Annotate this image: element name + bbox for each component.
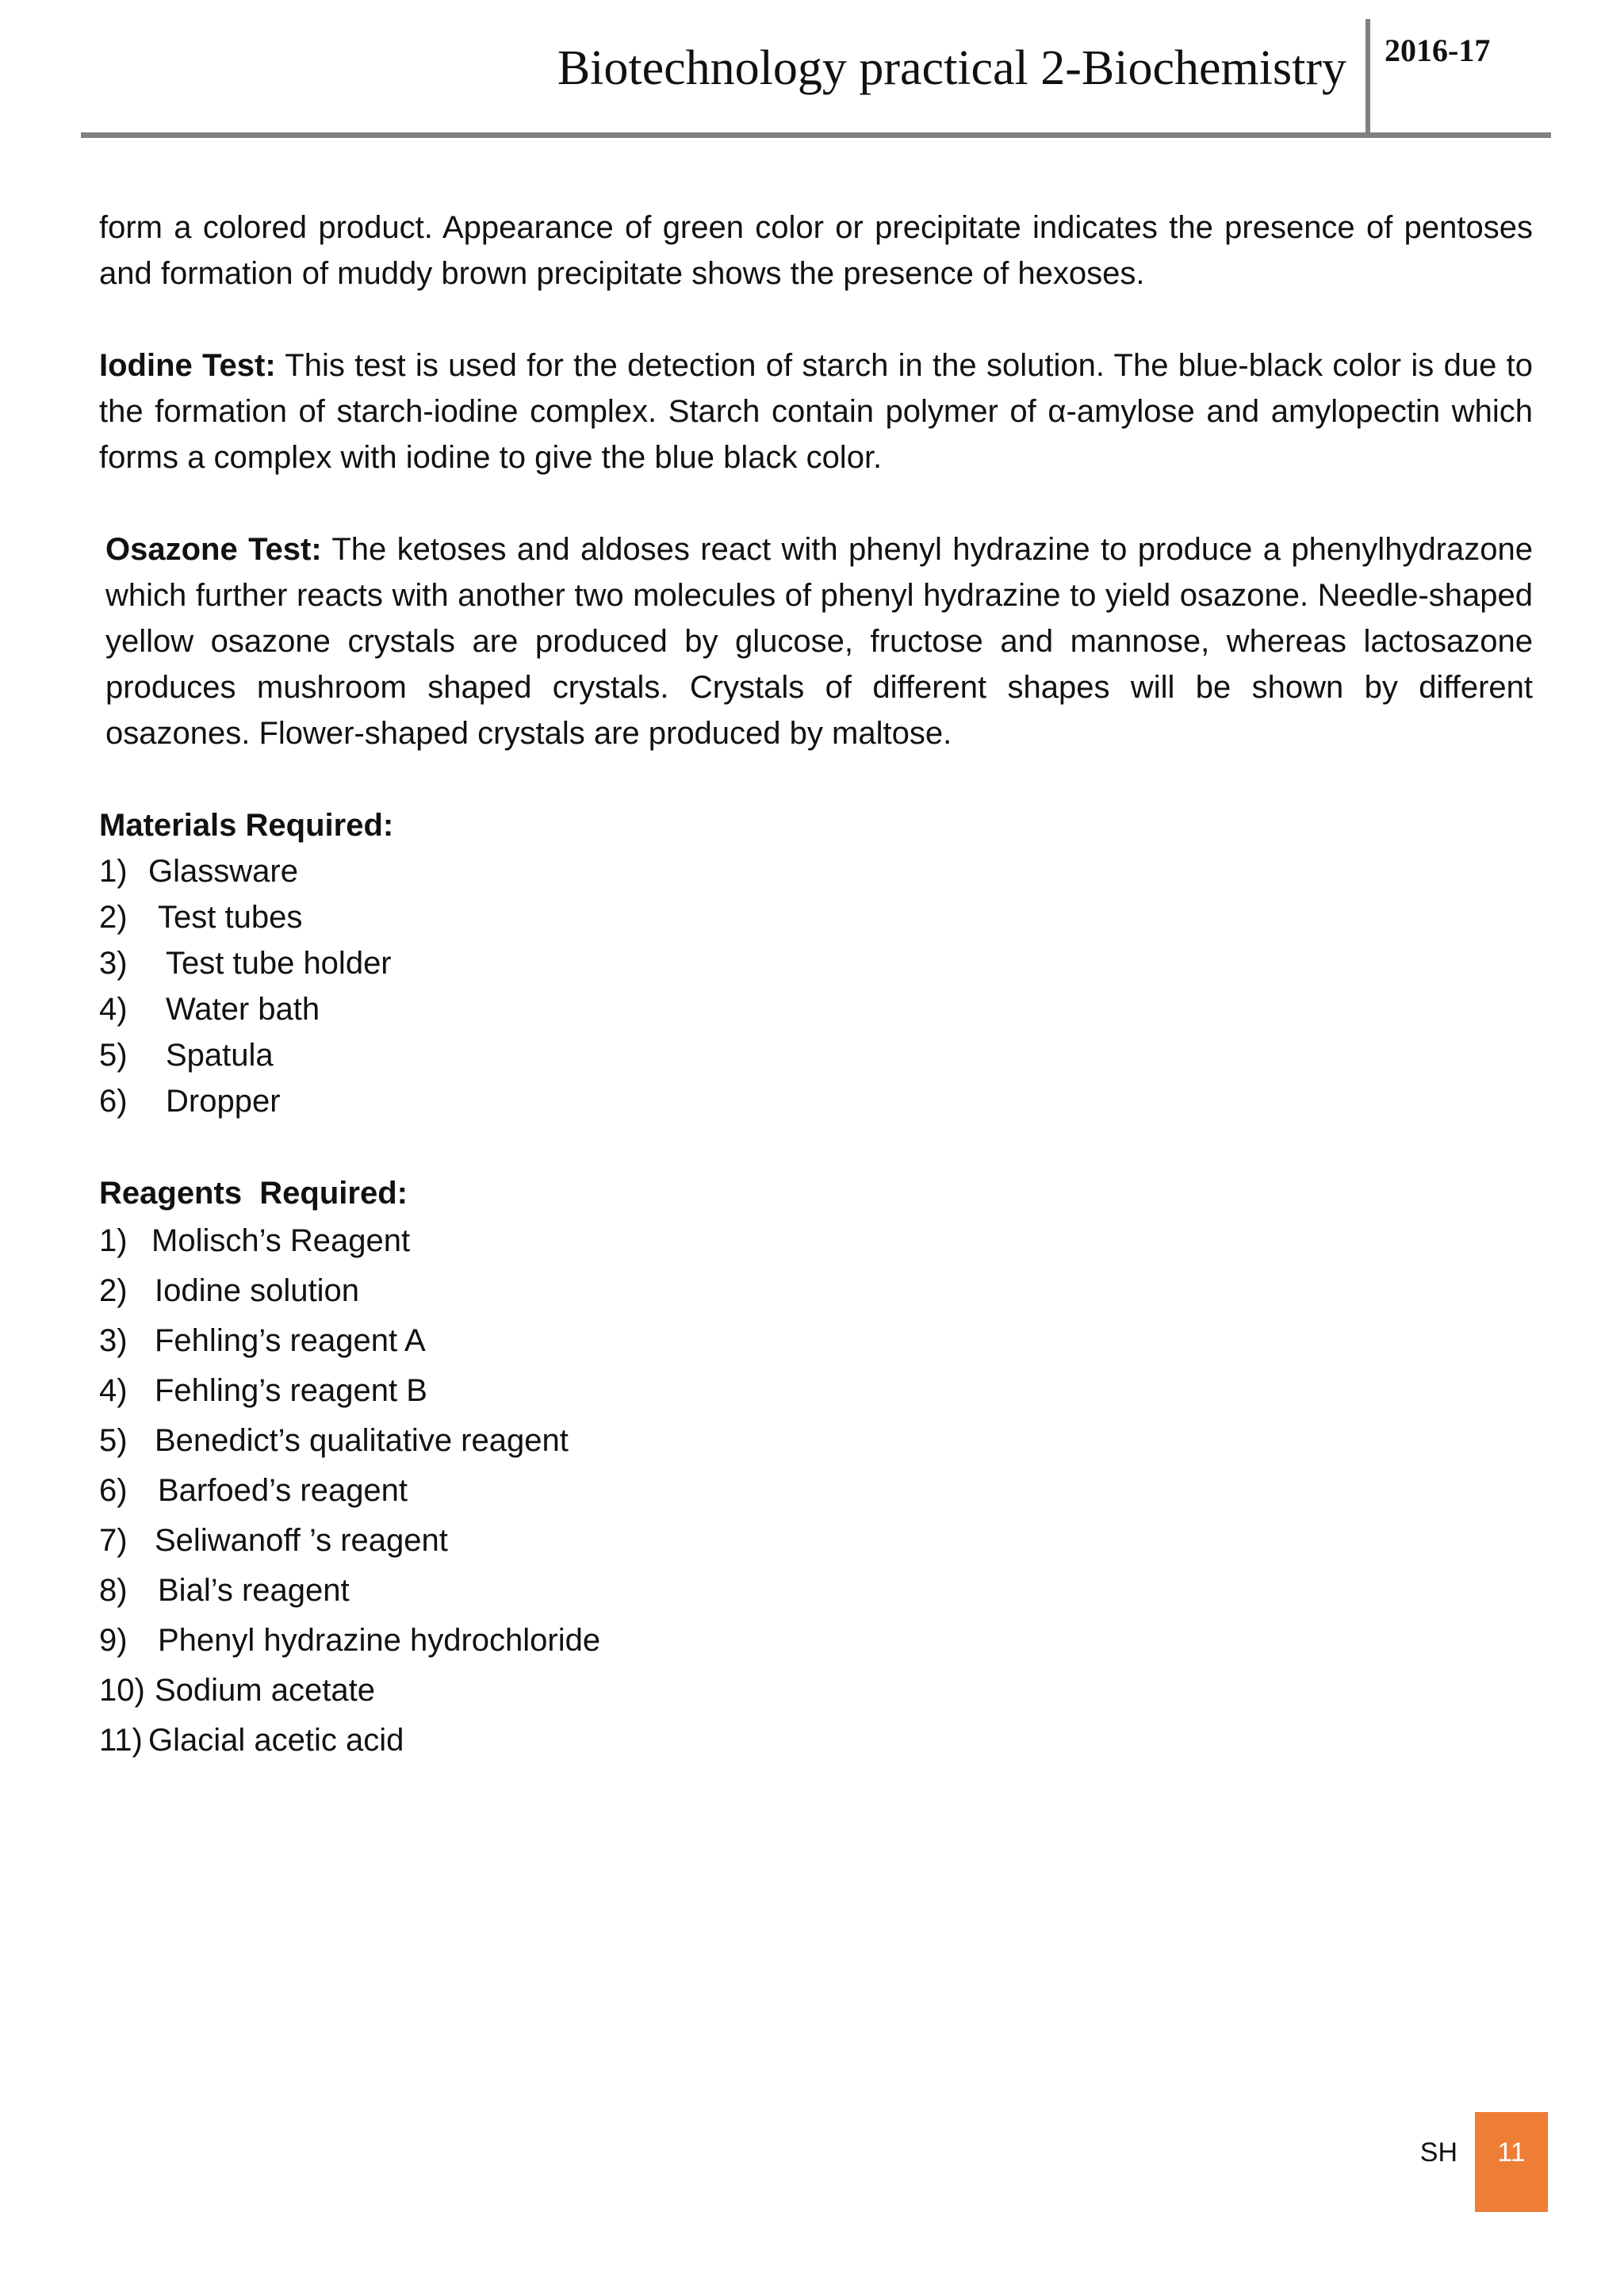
list-item-label: Fehling’s reagent B	[155, 1373, 427, 1408]
list-item-label: Test tube holder	[166, 946, 392, 981]
list-item-number: 7)	[99, 1523, 128, 1558]
list-item-number: 11)	[99, 1723, 143, 1758]
list-item	[99, 940, 1533, 986]
list-item-label: Glacial acetic acid	[148, 1723, 404, 1758]
list-item-label: Dropper	[166, 1084, 281, 1119]
list-item-number: 8)	[99, 1573, 128, 1608]
list-item-label: Barfoed’s reagent	[158, 1473, 408, 1508]
page-number: 11	[1497, 2137, 1526, 2168]
list-item	[99, 1416, 1533, 1466]
list-item	[99, 1616, 1533, 1666]
list-item	[99, 894, 1533, 940]
list-item	[99, 1316, 1533, 1366]
list-item-label: Water bath	[166, 992, 320, 1027]
list-item-number: 5)	[99, 1423, 128, 1458]
osazone-test-text: The ketoses and aldoses react with phenyl hydrazine to produce a phenylhydrazone which further reacts with another two molecules of phenyl hydrazine to yield osazone. Needle-shaped yellow osazone crystals are produced by glucose, fructose and mannose, whereas lactosazone produces mushroom shaped crystals. Crystals of different shapes will be shown by different osazones. Flower-shaped crystals are produced by maltose.	[105, 532, 1533, 751]
list-item-label: Test tubes	[158, 900, 303, 935]
list-item-label: Seliwanoff ’s reagent	[155, 1523, 448, 1558]
page-header	[81, 19, 1551, 138]
list-item	[99, 1266, 1533, 1316]
intro-paragraph: form a colored product. Appearance of green color or precipitate indicates the presence of pentoses and formation of muddy brown precipitate shows the presence of hexoses.	[99, 210, 1533, 291]
list-item	[99, 1216, 1533, 1266]
list-item	[99, 1078, 1533, 1124]
list-item-number: 3)	[99, 1323, 128, 1358]
list-item	[99, 848, 1533, 894]
materials-heading: Materials Required:	[99, 808, 394, 843]
list-item-number: 4)	[99, 1373, 128, 1408]
header-horizontal-rule	[81, 132, 1551, 138]
page-number-badge	[1475, 2112, 1548, 2212]
osazone-test-paragraph	[99, 526, 1533, 756]
list-item-label: Sodium acetate	[155, 1673, 375, 1708]
list-item	[99, 1366, 1533, 1416]
footer-initials: SH	[1419, 2137, 1457, 2168]
list-item	[99, 986, 1533, 1032]
list-item-number: 2)	[99, 900, 128, 935]
list-item-number: 3)	[99, 946, 128, 981]
list-item-number: 2)	[99, 1273, 128, 1308]
list-item-number: 5)	[99, 1038, 128, 1073]
document-body	[99, 205, 1533, 1812]
list-item-label: Phenyl hydrazine hydrochloride	[158, 1623, 601, 1658]
list-item-label: Glassware	[148, 854, 298, 889]
list-item-label: Molisch’s Reagent	[151, 1223, 411, 1258]
list-item-label: Benedict’s qualitative reagent	[155, 1423, 569, 1458]
iodine-test-text: This test is used for the detection of starch in the solution. The blue-black color is due to the formation of starch-iodine complex. Starch contain polymer of α-amylose and amylopectin which forms a complex with iodine to give the blue black color.	[99, 348, 1534, 475]
iodine-test-label: Iodine Test:	[99, 348, 276, 383]
list-item-number: 6)	[99, 1084, 128, 1119]
list-item-number: 9)	[99, 1623, 128, 1658]
list-item	[99, 1716, 1533, 1766]
list-item-label: Fehling’s reagent A	[155, 1323, 426, 1358]
list-item-label: Spatula	[166, 1038, 274, 1073]
list-item	[99, 1666, 1533, 1716]
list-item-number: 4)	[99, 992, 128, 1027]
reagents-list	[99, 1216, 1533, 1766]
iodine-test-paragraph	[99, 342, 1533, 480]
list-item-number: 1)	[99, 854, 128, 889]
list-item-label: Iodine solution	[155, 1273, 359, 1308]
header-vertical-divider	[1365, 19, 1370, 135]
list-item	[99, 1516, 1533, 1566]
osazone-test-label: Osazone Test:	[105, 532, 322, 567]
reagents-heading: Reagents Required:	[99, 1176, 408, 1211]
header-year: 2016-17	[1385, 33, 1491, 68]
list-item	[99, 1466, 1533, 1516]
header-title: Biotechnology practical 2-Biochemistry	[557, 41, 1346, 95]
list-item	[99, 1566, 1533, 1616]
page-footer	[0, 2112, 1624, 2215]
list-item-label: Bial’s reagent	[158, 1573, 350, 1608]
list-item	[99, 1032, 1533, 1078]
materials-list	[99, 848, 1533, 1124]
list-item-number: 10)	[99, 1673, 145, 1708]
list-item-number: 1)	[99, 1223, 128, 1258]
list-item-number: 6)	[99, 1473, 128, 1508]
